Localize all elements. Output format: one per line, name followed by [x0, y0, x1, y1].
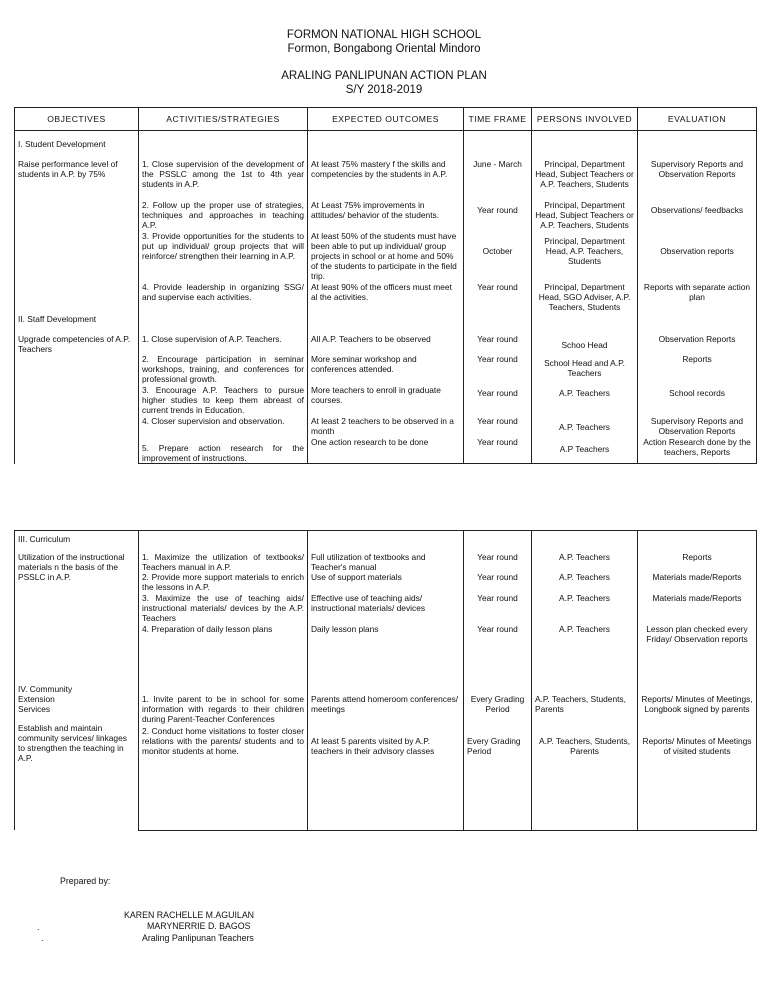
section-cell-community — [15, 684, 139, 830]
activity-cell: 1. Maximize the utilization of textbooks/ Teachers manual in A.P. — [139, 552, 308, 572]
activity-cell: 2. Conduct home visitations to foster closer relations with the parents/ students and to monitor students at home. — [139, 726, 308, 830]
persons-cell: A.P. Teachers — [532, 385, 638, 416]
persons-cell: School Head and A.P. Teachers — [532, 354, 638, 385]
action-plan-table-part2 — [14, 530, 757, 831]
time-frame-cell: Year round — [464, 354, 532, 385]
outcome-cell: More seminar workshop and conferences attended. — [308, 354, 464, 385]
bullet-dot: . — [41, 933, 44, 943]
outcome-cell: At least 90% of the officers must meet al the activities. — [308, 282, 464, 312]
preparer-role: Araling Panlipunan Teachers — [142, 933, 254, 943]
persons-cell: Principal, Department Head, SGO Adviser, A.P. Teachers, Students — [532, 282, 638, 312]
activity-cell: 3. Maximize the use of teaching aids/ instructional materials/ devices by the A.P. Teachers — [139, 593, 308, 624]
time-frame-cell: Year round — [464, 437, 532, 464]
activity-cell: 5. Prepare action research for the improvement of instructions. — [139, 437, 308, 464]
evaluation-cell: Reports/ Minutes of Meetings of visited students — [638, 726, 757, 830]
outcome-cell: One action research to be done — [308, 437, 464, 464]
table-row — [15, 159, 757, 200]
section-title: I. Student Development — [15, 131, 139, 160]
persons-cell: Schoo Head — [532, 334, 638, 354]
section-title: IV. Community Extension Services — [18, 684, 73, 714]
time-frame-cell: Year round — [464, 282, 532, 312]
activity-cell: 3. Provide opportunities for the students to put up individual/ group projects that will reinforce/ strengthen their learning in A.P. — [139, 231, 308, 282]
section-title: II. Staff Development — [15, 312, 139, 334]
col-objectives: OBJECTIVES — [15, 108, 139, 131]
time-frame-cell: Year round — [464, 593, 532, 624]
outcome-cell: Daily lesson plans — [308, 624, 464, 684]
evaluation-cell: Action Research done by the teachers, Reports — [638, 437, 757, 464]
outcome-cell: Use of support materials — [308, 572, 464, 593]
table-row — [15, 684, 757, 726]
activity-cell: 2. Follow up the proper use of strategies, techniques and approaches in teaching A.P. — [139, 200, 308, 231]
time-frame-cell: Year round — [464, 572, 532, 593]
activity-cell: 4. Closer supervision and observation. — [139, 416, 308, 437]
col-evaluation: EVALUATION — [638, 108, 757, 131]
evaluation-cell: Materials made/Reports — [638, 593, 757, 624]
school-address: Formon, Bongabong Oriental Mindoro — [287, 43, 481, 55]
activity-cell: 1. Close supervision of the development of the PSSLC among the 1st to 4th year students in A.P. — [139, 159, 308, 200]
time-frame-cell: Year round — [464, 552, 532, 572]
outcome-cell: Parents attend homeroom conferences/ meetings — [308, 684, 464, 726]
time-frame-cell: Every Grading Period — [464, 726, 532, 830]
outcome-cell: At least 2 teachers to be observed in a month — [308, 416, 464, 437]
school-year: S/Y 2018-2019 — [345, 84, 423, 96]
col-persons: PERSONS INVOLVED — [532, 108, 638, 131]
outcome-cell: All A.P. Teachers to be observed — [308, 334, 464, 354]
preparer-name-2: MARYNERRIE D. BAGOS — [147, 921, 251, 931]
section-title-row — [15, 531, 757, 553]
activity-cell: 2. Encourage participation in seminar workshops, training, and conferences for professional growth. — [139, 354, 308, 385]
persons-cell: Principal, Department Head, A.P. Teachers, Students — [532, 231, 638, 282]
col-time-frame: TIME FRAME — [464, 108, 532, 131]
evaluation-cell: Reports with separate action plan — [638, 282, 757, 312]
evaluation-cell: Supervisory Reports and Observation Reports — [638, 159, 757, 200]
table-header-row — [15, 108, 757, 131]
activity-cell: 4. Provide leadership in organizing SSG/ and supervise each activities. — [139, 282, 308, 312]
persons-cell: Principal, Department Head, Subject Teachers or A.P. Teachers, Students — [532, 159, 638, 200]
persons-cell: A.P. Teachers — [532, 552, 638, 572]
outcome-cell: At least 5 parents visited by A.P. teachers in their advisory classes — [308, 726, 464, 830]
action-plan-table-part1 — [14, 107, 757, 464]
time-frame-cell: Year round — [464, 416, 532, 437]
evaluation-cell: Reports — [638, 552, 757, 572]
time-frame-cell: Year round — [464, 624, 532, 684]
time-frame-cell: June - March — [464, 159, 532, 200]
persons-cell: A.P. Teachers — [532, 593, 638, 624]
persons-cell: A.P. Teachers, Students, Parents — [532, 726, 638, 830]
time-frame-cell: Year round — [464, 334, 532, 354]
col-outcomes: EXPECTED OUTCOMES — [308, 108, 464, 131]
table-row — [15, 334, 757, 354]
evaluation-cell: Materials made/Reports — [638, 572, 757, 593]
objective-cell: Upgrade competencies of A.P. Teachers — [15, 334, 139, 464]
activity-cell: 2. Provide more support materials to enrich the lessons in A.P. — [139, 572, 308, 593]
section-title: III. Curriculum — [15, 531, 139, 553]
persons-cell: Principal, Department Head, Subject Teachers or A.P. Teachers, Students — [532, 200, 638, 231]
outcome-cell: At least 75% mastery f the skills and competencies by the students in A.P. — [308, 159, 464, 200]
time-frame-cell: Every Grading Period — [464, 684, 532, 726]
prepared-by-label: Prepared by: — [60, 876, 111, 886]
outcome-cell: At least 50% of the students must have been able to put up individual/ group projects in school or at home and 50% of the students to participate in the field trip. — [308, 231, 464, 282]
outcome-cell: At Least 75% improvements in attitudes/ behavior of the students. — [308, 200, 464, 231]
time-frame-cell: Year round — [464, 385, 532, 416]
section-title-row — [15, 131, 757, 160]
section-title-row — [15, 312, 757, 334]
activity-cell: 4. Preparation of daily lesson plans — [139, 624, 308, 684]
evaluation-cell: Supervisory Reports and Observation Reports — [638, 416, 757, 437]
bullet-dot: . — [37, 922, 40, 932]
objective-cell: Utilization of the instructional materials n the basis of the PSSLC in A.P. — [15, 552, 139, 684]
objective-cell: Raise performance level of students in A.P. by 75% — [15, 159, 139, 312]
evaluation-cell: Lesson plan checked every Friday/ Observation reports — [638, 624, 757, 684]
time-frame-cell: October — [464, 231, 532, 282]
evaluation-cell: Observation Reports — [638, 334, 757, 354]
activity-cell: 3. Encourage A.P. Teachers to pursue higher studies to keep them abreast of current trends in Education. — [139, 385, 308, 416]
persons-cell: A.P. Teachers — [532, 624, 638, 684]
evaluation-cell: Observation reports — [638, 231, 757, 282]
objective-cell: Establish and maintain community services/ linkages to strengthen the teaching in A.P. — [18, 723, 127, 763]
plan-title: ARALING PANLIPUNAN ACTION PLAN — [281, 70, 487, 82]
persons-cell: A.P Teachers — [532, 437, 638, 464]
evaluation-cell: Observations/ feedbacks — [638, 200, 757, 231]
outcome-cell: More teachers to enroll in graduate courses. — [308, 385, 464, 416]
document-header — [0, 28, 768, 97]
persons-cell: A.P. Teachers — [532, 416, 638, 437]
table-row — [15, 552, 757, 572]
preparer-name-1: KAREN RACHELLE M.AGUILAN — [124, 910, 255, 920]
outcome-cell: Full utilization of textbooks and Teacher's manual — [308, 552, 464, 572]
evaluation-cell: School records — [638, 385, 757, 416]
evaluation-cell: Reports/ Minutes of Meetings, Longbook signed by parents — [638, 684, 757, 726]
time-frame-cell: Year round — [464, 200, 532, 231]
activity-cell: 1. Invite parent to be in school for some information with regards to their children during Parent-Teacher Conferences — [139, 684, 308, 726]
school-name: FORMON NATIONAL HIGH SCHOOL — [286, 29, 482, 41]
evaluation-cell: Reports — [638, 354, 757, 385]
activity-cell: 1. Close supervision of A.P. Teachers. — [139, 334, 308, 354]
persons-cell: A.P. Teachers, Students, Parents — [532, 684, 638, 726]
col-activities: ACTIVITIES/STRATEGIES — [139, 108, 308, 131]
persons-cell: A.P. Teachers — [532, 572, 638, 593]
outcome-cell: Effective use of teaching aids/ instructional materials/ devices — [308, 593, 464, 624]
